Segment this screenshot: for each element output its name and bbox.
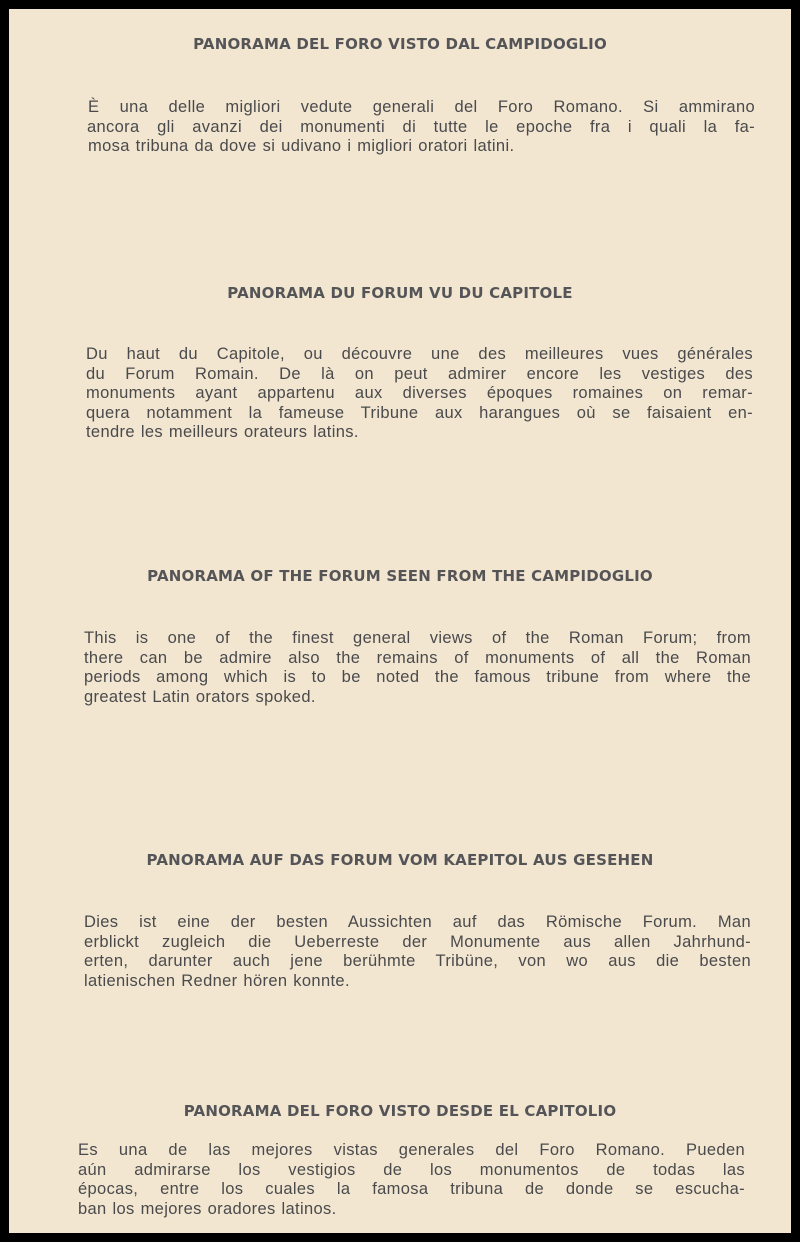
body-line: Es una de las mejores vistas generales del Foro Romano. Pueden xyxy=(78,1141,745,1159)
body-line: erten, darunter auch jene berühmte Tribüne, von wo aus die besten xyxy=(84,952,751,970)
section-body xyxy=(88,98,755,157)
body-line: This is one of the finest general views of the Roman Forum; from xyxy=(84,629,751,647)
section-body xyxy=(86,345,753,443)
body-line: mosa tribuna da dove si udivano i migliori oratori latini. xyxy=(88,137,515,155)
section-title: PANORAMA DEL FORO VISTO DESDE EL CAPITOLIO xyxy=(183,1102,617,1120)
body-line: È una delle migliori vedute generali del Foro Romano. Si ammirano xyxy=(88,98,755,116)
body-line: periods among which is to be noted the famous tribune from where the xyxy=(84,668,751,686)
section-body xyxy=(84,629,751,707)
body-line: aún admirarse los vestigios de los monumentos de todas las xyxy=(78,1160,745,1179)
body-line: épocas, entre los cuales la famosa tribuna de donde se escucha- xyxy=(78,1180,745,1198)
body-line: Du haut du Capitole, ou découvre une des meilleures vues générales xyxy=(86,345,753,363)
section-body xyxy=(84,913,751,991)
section-title: PANORAMA AUF DAS FORUM VOM KAEPITOL AUS GESEHEN xyxy=(146,851,654,869)
body-line: greatest Latin orators spoked. xyxy=(84,687,316,706)
section-title: PANORAMA DU FORUM VU DU CAPITOLE xyxy=(227,284,573,302)
body-line: monuments ayant appartenu aux diverses époques romaines on remar- xyxy=(86,384,753,402)
body-line: Dies ist eine der besten Aussichten auf das Römische Forum. Man xyxy=(84,913,751,931)
body-line: there can be admire also the remains of monuments of all the Roman xyxy=(84,648,751,667)
body-line: tendre les meilleurs orateurs latins. xyxy=(86,423,359,441)
body-line: quera notamment la fameuse Tribune aux harangues où se faisaient en- xyxy=(86,403,753,422)
section-title: PANORAMA OF THE FORUM SEEN FROM THE CAMPIDOGLIO xyxy=(147,567,653,585)
body-line: du Forum Romain. De là on peut admirer encore les vestiges des xyxy=(86,364,753,383)
section-body xyxy=(78,1141,745,1219)
body-line: ancora gli avanzi dei monumenti di tutte le epoche fra i quali la fa- xyxy=(87,117,755,136)
body-line: erblickt zugleich die Ueberreste der Monumente aus allen Jahrhund- xyxy=(84,932,751,951)
postcard-back xyxy=(9,9,791,1233)
body-line: ban los mejores oradores latinos. xyxy=(78,1199,337,1218)
body-line: latienischen Redner hören konnte. xyxy=(84,971,350,990)
section-title: PANORAMA DEL FORO VISTO DAL CAMPIDOGLIO xyxy=(193,35,607,53)
